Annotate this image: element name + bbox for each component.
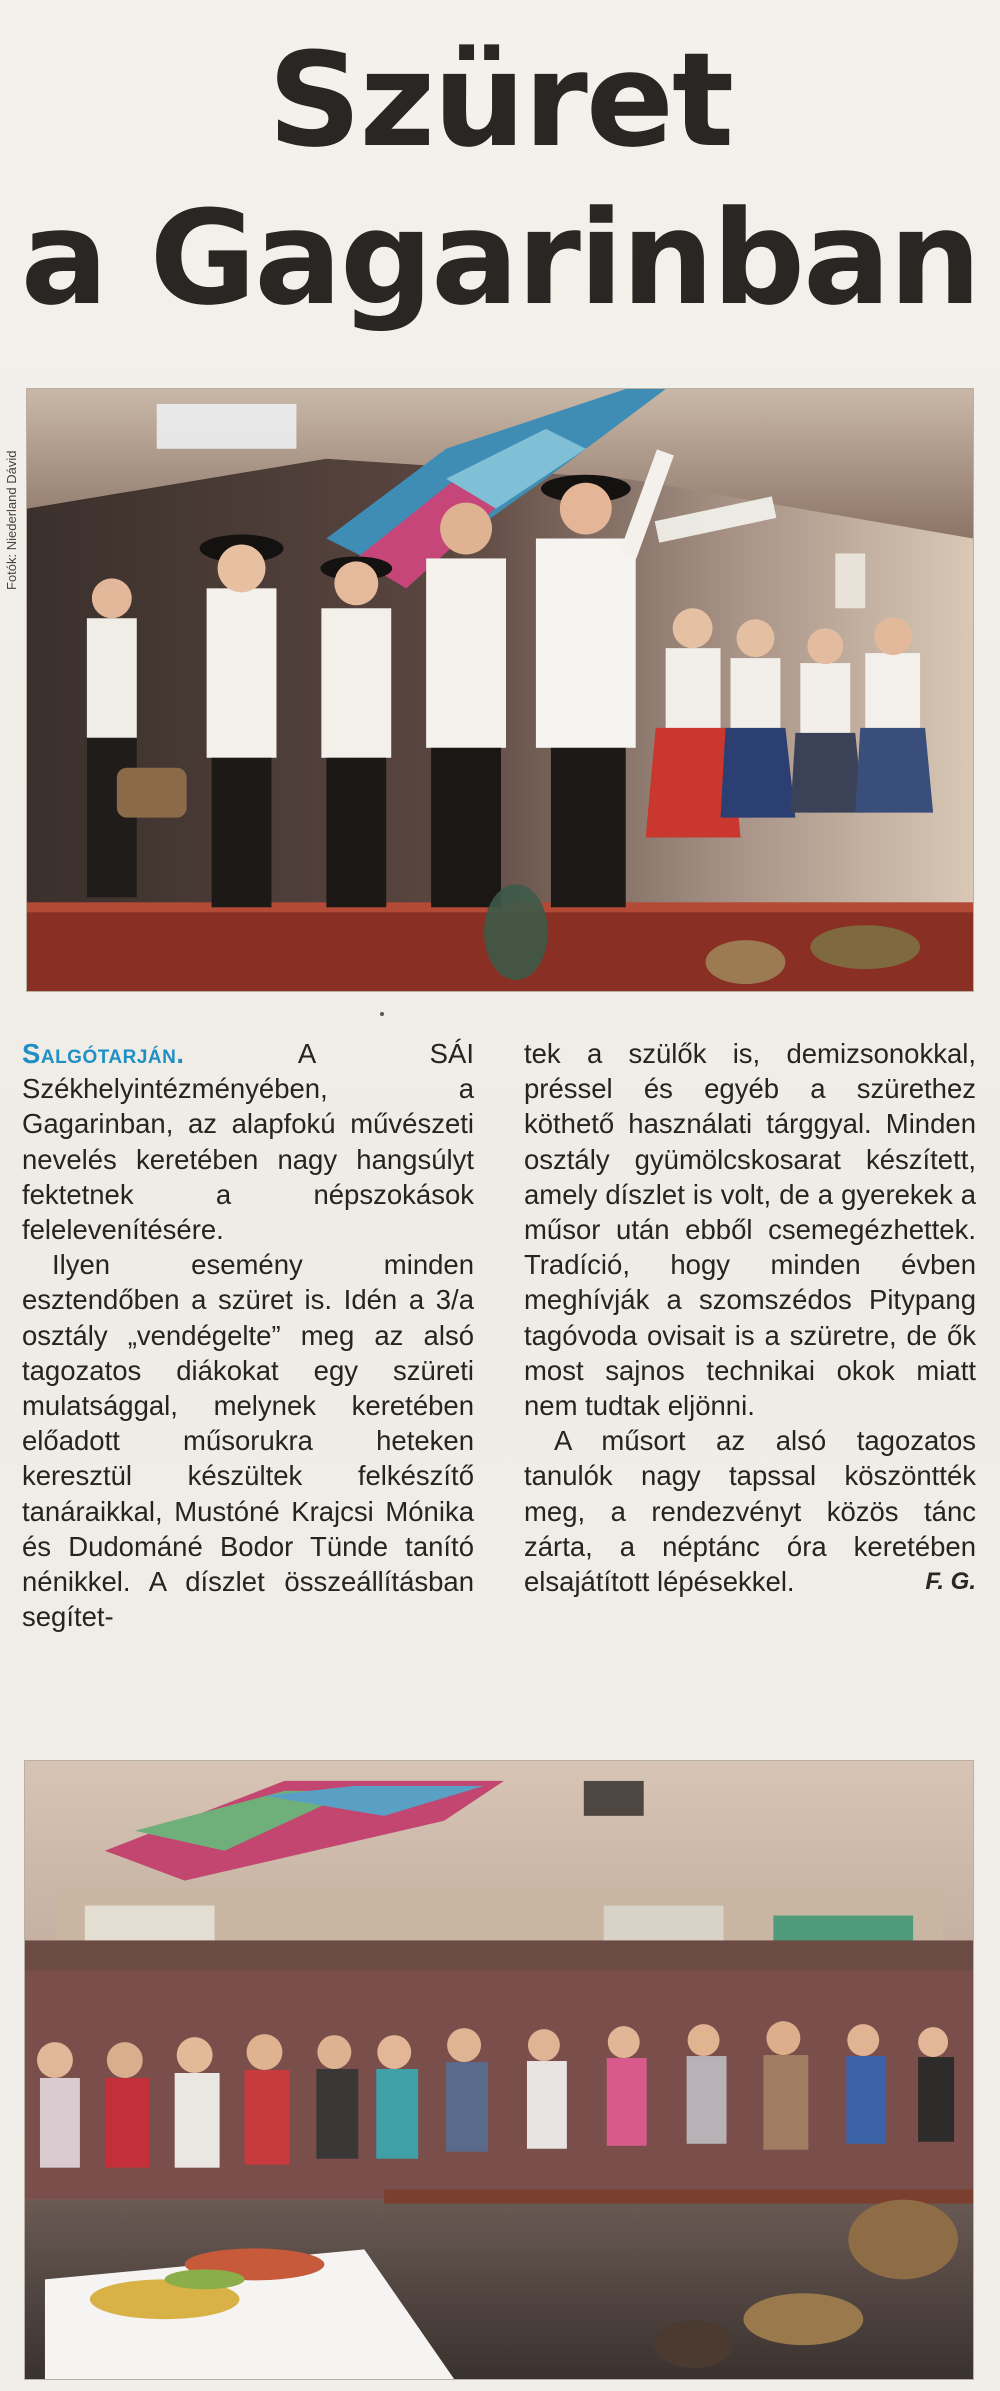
article-paragraph-3: tek a szülők is, demizsonokkal, préssel és egyéb a szürethez köthető használati tárggyal. Minden osztály gyümölcskosarat készített, amely díszlet is volt, de a gyerekek a műsor után ebből csemegézhettek. Tradíció, hogy minden évben meghívják a szomszédos Pitypang tagóvoda ovisait is a szüretre, de ők most sajnos technikai okok miatt nem tudtak eljönni. bbox=[524, 1038, 976, 1422]
article-paragraph-1 bbox=[22, 1036, 474, 1247]
author-signature: F. G. bbox=[925, 1568, 976, 1596]
article-location: Salgótarján. bbox=[22, 1038, 185, 1069]
article-body bbox=[22, 1036, 974, 1726]
article-paragraph-2: Ilyen esemény minden esztendőben a szüret is. Idén a 3/a osztály „vendégelte” meg az alsó tagozatos diákokat egy szüreti mulatsággal, melynek keretében előadott műsorukra heteken keresztül készültek felkészítő tanáraikkal, Mustóné Krajcsi Mónika és Dudománé Bodor Tünde tanító nénikkel. A díszlet összeállításban segítet- bbox=[22, 1249, 474, 1633]
stage-performance-image bbox=[27, 389, 973, 991]
audience-hall-photo bbox=[24, 1760, 974, 2380]
article-paragraph-1-text: A SÁI Székhelyintézményében, a Gagarinban, az alapfokú művészeti nevelés keretében nagy hangsúlyt fektetnek a népszokások felelevenítésére. bbox=[22, 1038, 474, 1246]
article-column-right bbox=[524, 1036, 976, 1599]
article-column-left bbox=[22, 1036, 474, 1634]
audience-crowd bbox=[25, 1970, 973, 2199]
article-paragraph-4 bbox=[524, 1423, 976, 1599]
headline-line-1: Szüret bbox=[267, 24, 733, 176]
article-paragraph-4-text: A műsort az alsó tagozatos tanulók nagy tapssal köszöntték meg, a rendezvényt közös tánc zárta, a néptánc óra keretében elsajátított lépésekkel. bbox=[524, 1425, 976, 1598]
photo-credit: Fotók: Niederland Dávid bbox=[4, 450, 19, 590]
headline-line-2: a Gagarinban bbox=[20, 182, 980, 334]
stage-performance-photo bbox=[26, 388, 974, 992]
separator-dot bbox=[380, 1012, 384, 1016]
audience-hall-image bbox=[25, 1761, 973, 2379]
